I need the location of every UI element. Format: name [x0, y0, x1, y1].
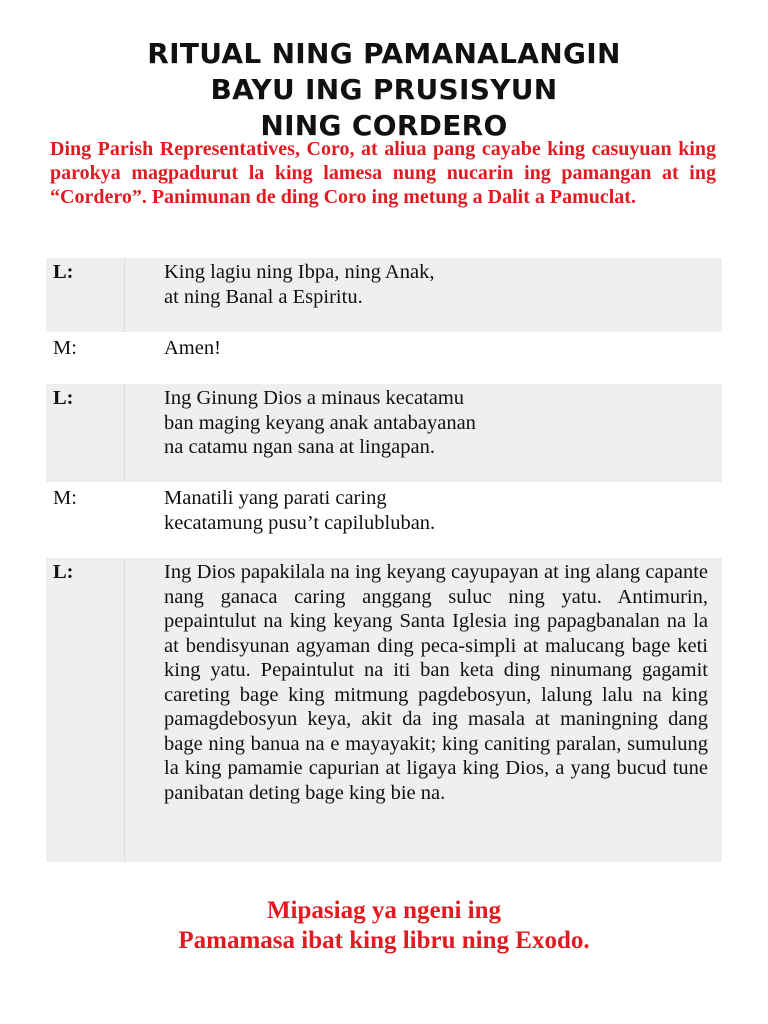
response-text [164, 486, 708, 535]
closing-line-1: Mipasiag ya ngeni ing [266, 897, 502, 924]
table-row [46, 384, 722, 482]
speaker-label: L: [53, 561, 74, 583]
text-line: ban maging keyang anak antabayanan [164, 411, 476, 434]
text-line: kecatamung pusu’t capilubluban. [164, 511, 436, 534]
intro-rubric: Ding Parish Representatives, Coro, at aliua pang cayabe king casuyuan king parokya magpadurut la king lamesa nung nucarin ing pamangan at ing “Cordero”. Panimunan de ding Coro ing metung a Dalit a Pamuclat. [50, 138, 716, 208]
table-row [46, 558, 722, 862]
speaker-label: M: [53, 337, 77, 359]
text-line: at ning Banal a Espiritu. [164, 285, 363, 308]
speaker-label: L: [53, 387, 74, 409]
text-line: Amen! [164, 337, 221, 359]
response-text [164, 336, 708, 361]
title-line-2: BAYU ING PRUSISYUN [210, 73, 558, 106]
text-line: Ing Ginung Dios a minaus kecatamu [164, 387, 465, 409]
text-line: Manatili yang parati caring [164, 487, 387, 509]
table-row [46, 334, 722, 380]
text-line: King lagiu ning Ibpa, ning Anak, [164, 261, 435, 283]
page-title [0, 36, 768, 144]
response-text [164, 260, 708, 309]
table-row [46, 484, 722, 554]
column-divider [124, 558, 125, 862]
response-text [164, 386, 708, 460]
closing-rubric [0, 896, 768, 956]
column-divider [124, 384, 125, 482]
title-line-3: NING CORDERO [260, 109, 508, 142]
response-paragraph: Ing Dios papakilala na ing keyang cayupayan at ing alang capante nang ganaca caring anggang suluc ning yatu. Antimurin, pepaintulut na king keyang Santa Iglesia ing papagbanalan na la at bendisyunan agyaman ding peca-simpli at malucang bage keti king yatu. Pepaintulut na iti ban keta ding ninumang gagamit careting bage king mitmung pagdebosyun, lalung lalu na king pamagdebosyun keya, akit da ing masala at maningning dang bage ning banua na e mayayakit; king caniting paralan, sumulung la king pamamie capurian at ligaya king Dios, a yang bucud tune panibatan deting bage king bie na. [164, 561, 708, 804]
column-divider [124, 258, 125, 332]
speaker-label: M: [53, 487, 77, 509]
table-row [46, 258, 722, 332]
title-line-1: RITUAL NING PAMANALANGIN [147, 37, 621, 70]
text-line: na catamu ngan sana at lingapan. [164, 436, 435, 458]
speaker-label: L: [53, 261, 74, 283]
closing-line-2: Pamamasa ibat king libru ning Exodo. [178, 927, 590, 954]
